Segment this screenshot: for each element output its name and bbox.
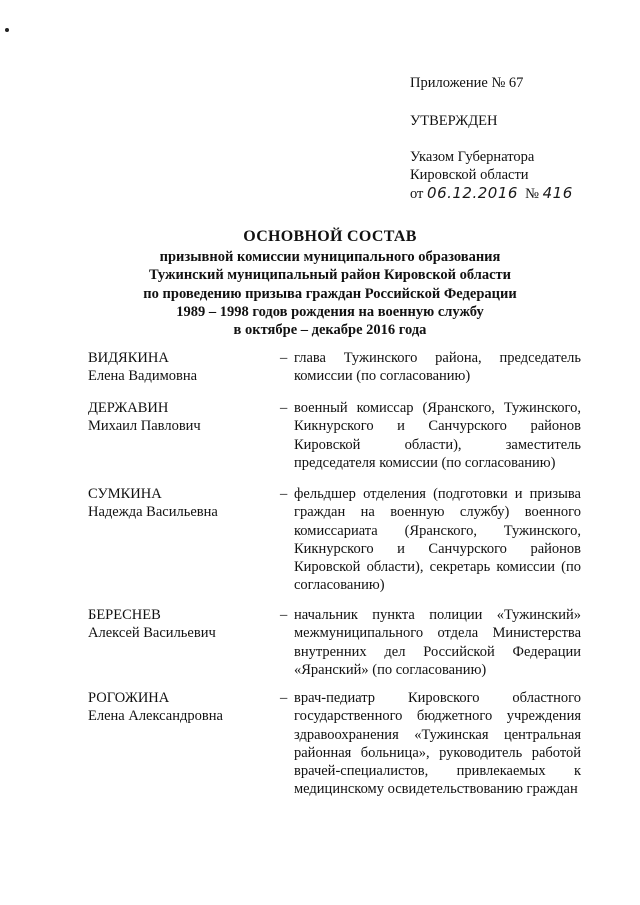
member-surname: БЕРЕСНЕВ — [88, 607, 161, 623]
decree-number: 416 — [542, 184, 573, 202]
decree-date: 06.12.2016 — [427, 184, 518, 202]
member-role: начальник пункта полиции «Тужинский» межмуниципального отдела Министерства внутренних дел Российской Федерации «Яранский» (по согласованию) — [294, 607, 581, 678]
dash: – — [280, 350, 288, 366]
number-prefix: № — [525, 186, 540, 202]
approved-label: УТВЕРЖДЕН — [410, 113, 498, 129]
header-line: 1989 – 1998 годов рождения на военную службу — [176, 303, 484, 320]
decree-date-line — [410, 184, 625, 203]
member-name — [88, 399, 278, 436]
member-name — [88, 606, 278, 643]
scan-speck — [5, 28, 9, 32]
decree-line-2: Кировской области — [410, 167, 529, 183]
member-surname: СУМКИНА — [88, 486, 162, 502]
member-name — [88, 689, 278, 726]
header-line: призывной комиссии муниципального образования — [159, 249, 501, 265]
member-name — [88, 485, 278, 522]
member-name — [88, 349, 278, 386]
member-surname: ВИДЯКИНА — [88, 350, 169, 366]
member-given-name: Надежда Васильевна — [88, 504, 218, 521]
dash: – — [280, 486, 288, 502]
member-role: фельдшер отделения (подготовки и призыва граждан на военную службу) военного комиссариата (Яранского, Тужинского, Кикнурского и Санчурского районов Кировской области), секретарь комиссии (по согласованию) — [294, 486, 581, 594]
dash: – — [280, 607, 288, 623]
header-line: Тужинский муниципальный район Кировской области — [148, 267, 512, 284]
member-role: врач-педиатр Кировского областного государственного бюджетного учреждения здравоохранения «Тужинская центральная районная больница», руководитель работой врачей-специалистов, привлекаемых к медицинскому освидетельствованию граждан — [294, 690, 581, 798]
member-surname: ДЕРЖАВИН — [88, 400, 169, 416]
dash: – — [280, 690, 288, 706]
member-role: военный комиссар (Яранского, Тужинского, Кикнурского и Санчурского районов Кировской области), заместитель председателя комиссии (по согласованию) — [294, 400, 581, 471]
member-given-name: Елена Вадимовна — [88, 368, 198, 385]
approval-block — [410, 74, 625, 203]
date-prefix: от — [410, 186, 424, 202]
dash: – — [280, 400, 288, 416]
header-line: в октябре – декабре 2016 года — [233, 322, 427, 339]
document-header — [60, 226, 600, 339]
member-given-name: Алексей Васильевич — [88, 625, 216, 642]
member-role: глава Тужинского района, председатель комиссии (по согласованию) — [294, 350, 581, 385]
member-given-name: Михаил Павлович — [88, 418, 201, 435]
document-title: ОСНОВНОЙ СОСТАВ — [243, 228, 417, 245]
appendix-number: Приложение № 67 — [410, 75, 524, 91]
member-given-name: Елена Александровна — [88, 708, 223, 725]
header-line: по проведению призыва граждан Российской Федерации — [143, 285, 517, 302]
decree-line-1: Указом Губернатора — [410, 149, 535, 165]
member-surname: РОГОЖИНА — [88, 690, 170, 706]
